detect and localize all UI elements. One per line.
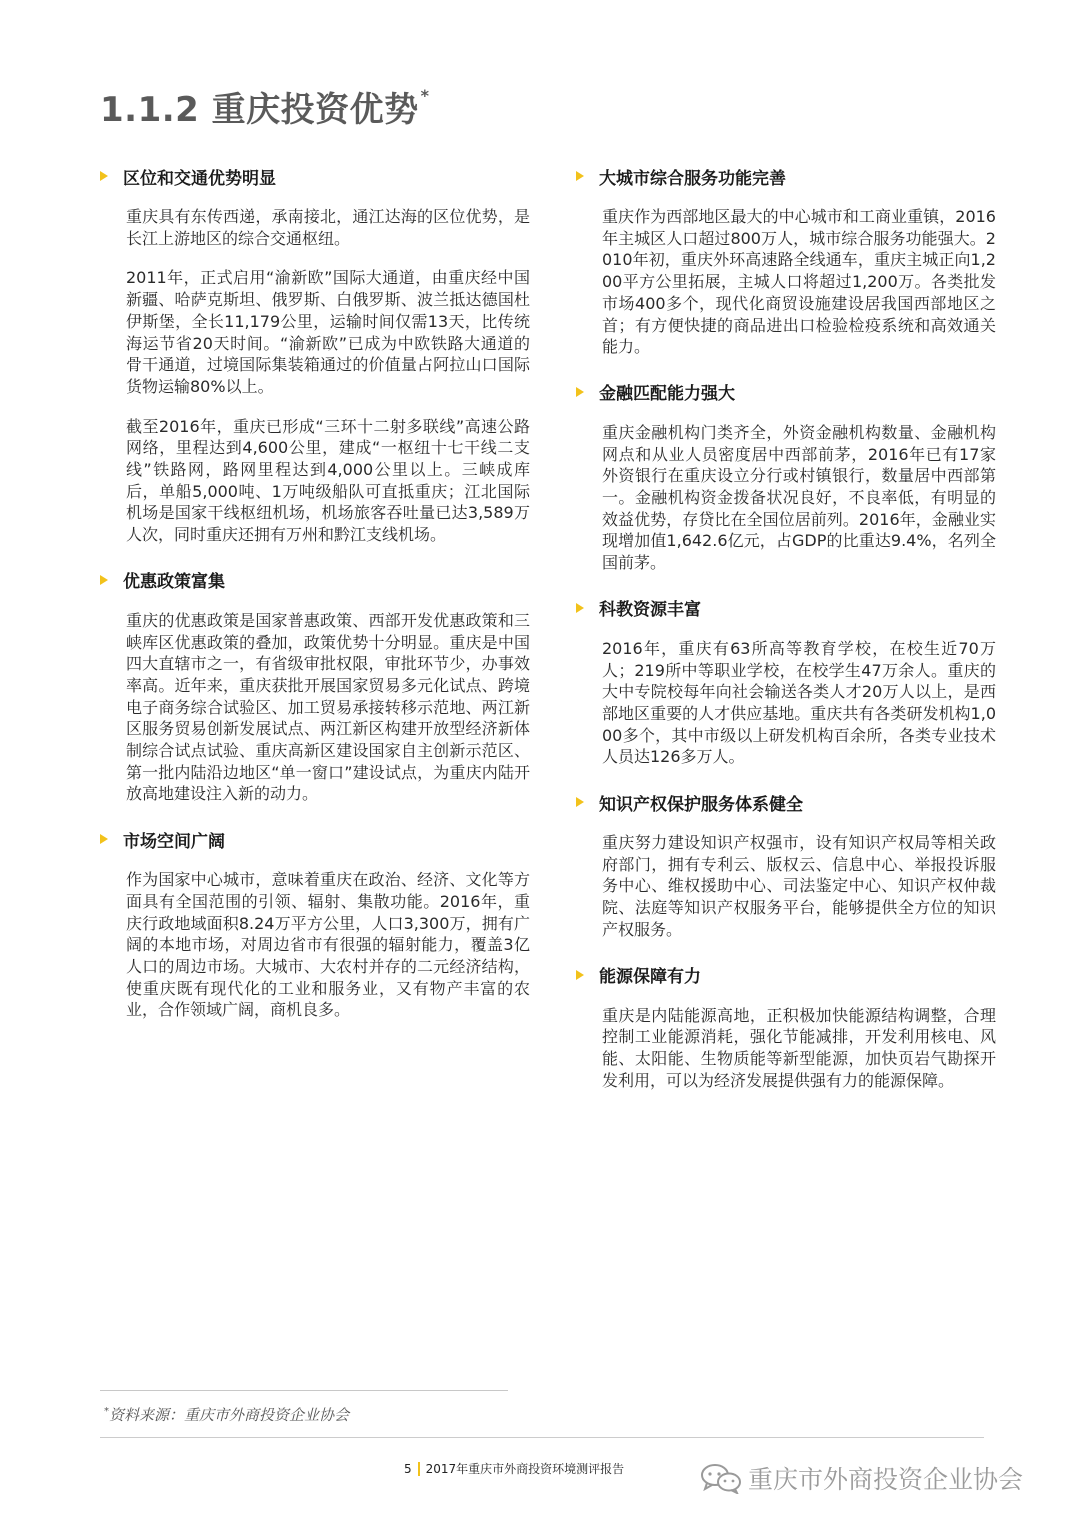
section-header	[576, 592, 996, 624]
triangle-bullet-icon	[576, 171, 584, 181]
section-paragraph: 作为国家中心城市，意味着重庆在政治、经济、文化等方面具有全国范围的引领、辐射、集散功能。2016年，重庆行政地域面积8.24万平方公里，人口3,300万，拥有广阔的本地市场，对周边省市有很强的辐射能力，覆盖3亿人口的周边市场。大城市、大农村并存的二元经济结构，使重庆既有现代化的工业和服务业，又有物产丰富的农业，合作领域广阔，商机良多。	[126, 870, 530, 1020]
footnote-mark: *	[104, 1406, 109, 1417]
footnote-text: 资料来源：重庆市外商投资企业协会	[109, 1406, 350, 1424]
section	[576, 592, 996, 768]
footer-divider	[100, 1437, 984, 1438]
triangle-bullet-icon	[100, 575, 108, 585]
section-header	[576, 786, 996, 818]
section	[100, 823, 530, 1021]
section-header	[576, 376, 996, 408]
section-header	[100, 823, 530, 855]
section	[100, 160, 530, 546]
watermark-text: 重庆市外商投资企业协会	[748, 1465, 1024, 1494]
section-title: 知识产权保护服务体系健全	[599, 794, 803, 815]
page-number: 5	[404, 1461, 412, 1476]
page-title	[100, 82, 430, 131]
wechat-icon	[700, 1462, 742, 1494]
triangle-bullet-icon	[576, 387, 584, 397]
section-paragraph: 2011年，正式启用“渝新欧”国际大通道，由重庆经中国新疆、哈萨克斯坦、俄罗斯、白俄罗斯、波兰抵达德国杜伊斯堡，全长11,179公里，运输时间仅需13天，比传统海运节省20天时间。“渝新欧”已成为中欧铁路大通道的骨干通道，过境国际集装箱通过的价值量占阿拉山口国际货物运输80%以上。	[126, 268, 530, 396]
section-header	[100, 564, 530, 596]
section	[576, 376, 996, 574]
section	[576, 786, 996, 941]
section-paragraph: 重庆的优惠政策是国家普惠政策、西部开发优惠政策和三峡库区优惠政策的叠加，政策优势十分明显。重庆是中国四大直辖市之一，有省级审批权限，审批环节少，办事效率高。近年来，重庆获批开展国家贸易多元化试点、跨境电子商务综合试验区、加工贸易承接转移示范地、两江新区服务贸易创新发展试点、两江新区构建开放型经济新体制综合试点试验、重庆高新区建设国家自主创新示范区、第一批内陆沿边地区“单一窗口”建设试点，为重庆内陆开放高地建设注入新的动力。	[126, 610, 530, 804]
section	[576, 959, 996, 1092]
section	[576, 160, 996, 358]
triangle-bullet-icon	[100, 834, 108, 844]
footnote-divider	[100, 1390, 508, 1391]
section	[100, 564, 530, 805]
watermark	[700, 1460, 1023, 1496]
section-title: 科教资源丰富	[599, 600, 701, 621]
section-title: 优惠政策富集	[123, 572, 225, 593]
section-title: 金融匹配能力强大	[599, 384, 735, 405]
page-title-text: 1.1.2 重庆投资优势	[100, 90, 419, 130]
section-paragraph: 重庆作为西部地区最大的中心城市和工商业重镇，2016年主城区人口超过800万人，城市综合服务功能强大。2010年初，重庆外环高速路全线通车，重庆主城正向1,200平方公里拓展，主城人口将超过1,200万。各类批发市场400多个，现代化商贸设施建设居我国西部地区之首；有方便快捷的商品进出口检验检疫系统和高效通关能力。	[602, 207, 996, 357]
section-paragraph: 重庆努力建设知识产权强市，设有知识产权局等相关政府部门，拥有专利云、版权云、信息中心、举报投诉服务中心、维权援助中心、司法鉴定中心、知识产权仲裁院、法庭等知识产权服务平台，能够提供全方位的知识产权服务。	[602, 833, 996, 939]
triangle-bullet-icon	[576, 797, 584, 807]
section-title: 大城市综合服务功能完善	[599, 168, 786, 189]
section-title: 区位和交通优势明显	[123, 168, 276, 189]
report-title: 2017年重庆市外商投资环境测评报告	[425, 1462, 625, 1476]
section-title: 能源保障有力	[599, 967, 701, 988]
section-paragraph: 重庆是内陆能源高地，正积极加快能源结构调整，合理控制工业能源消耗，强化节能减排，开发利用核电、风能、太阳能、生物质能等新型能源，加快页岩气勘探开发利用，可以为经济发展提供强有力的能源保障。	[602, 1005, 996, 1090]
triangle-bullet-icon	[100, 171, 108, 181]
section-header	[576, 160, 996, 192]
title-footnote-mark: *	[420, 86, 430, 105]
right-column	[576, 160, 996, 1109]
page-footer	[404, 1460, 624, 1477]
section-paragraph: 2016年，重庆有63所高等教育学校，在校生近70万人；219所中等职业学校，在校学生47万余人。重庆的大中专院校每年向社会输送各类人才20万人以上，是西部地区重要的人才供应基地。重庆共有各类研发机构1,000多个，其中市级以上研发机构百余所，各类专业技术人员达126多万人。	[602, 638, 996, 767]
left-column	[100, 160, 530, 1039]
triangle-bullet-icon	[576, 970, 584, 980]
triangle-bullet-icon	[576, 603, 584, 613]
footnote	[104, 1404, 349, 1425]
section-paragraph: 截至2016年，重庆已形成“三环十二射多联线”高速公路网络，里程达到4,600公里，建成“一枢纽十七干线二支线”铁路网，路网里程达到4,000公里以上。三峡成库后，单船5,000吨、1万吨级船队可直抵重庆；江北国际机场是国家干线枢纽机场，机场旅客吞吐量已达3,589万人次，同时重庆还拥有万州和黔江支线机场。	[126, 416, 530, 545]
section-paragraph: 重庆具有东传西递，承南接北，通江达海的区位优势，是长江上游地区的综合交通枢纽。	[126, 207, 530, 248]
section-header	[576, 959, 996, 991]
section-header	[100, 160, 530, 192]
section-paragraph: 重庆金融机构门类齐全，外资金融机构数量、金融机构网点和从业人员密度居中西部前茅，2016年已有17家外资银行在重庆设立分行或村镇银行，数量居中西部第一。金融机构资金拨备状况良好，不良率低，有明显的效益优势，存贷比在全国位居前列。2016年，金融业实现增加值1,642.6亿元，占GDP的比重达9.4%，名列全国前茅。	[602, 422, 996, 573]
section-title: 市场空间广阔	[123, 831, 225, 852]
footer-separator	[418, 1462, 420, 1476]
